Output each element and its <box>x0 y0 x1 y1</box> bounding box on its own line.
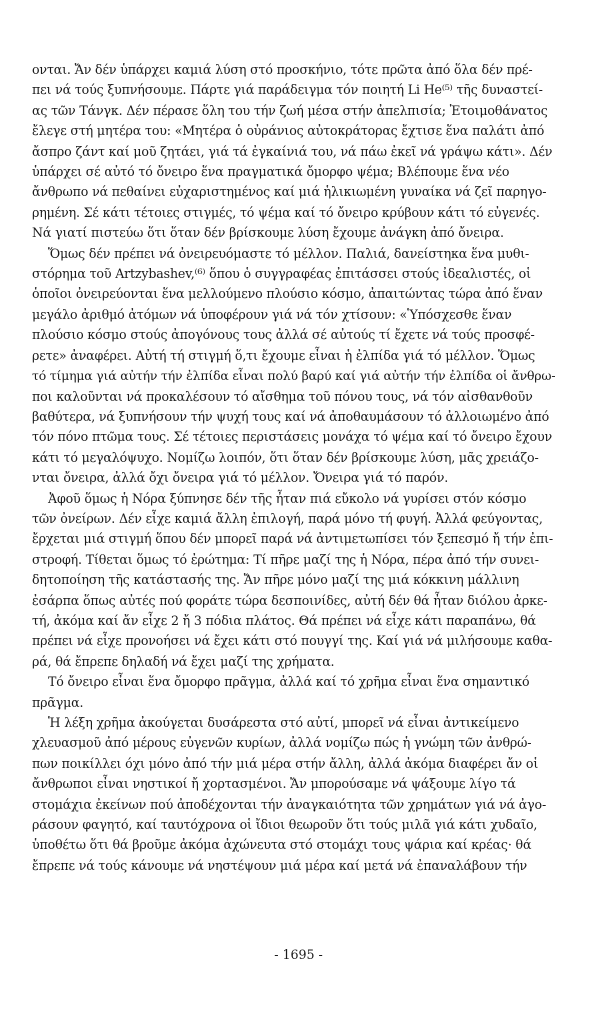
text-line: ὁποῖοι ὀνειρεύονται ἕνα μελλούμενο πλούσιο κόσμο, ἀπαιτώντας τώρα ἀπό ἕναν <box>32 286 543 302</box>
paragraph-start-line: Ἡ λέξη χρῆμα ἀκούγεται δυσάρεστα στό αὐτί, μπορεῖ νά εἶναι ἀντικείμενο <box>48 715 519 730</box>
text-line: στομάχια ἐκείνων πού ἀποδέχονται τήν ἀναγκαιότητα τῶν χρημάτων γιά νά ἀγο- <box>32 796 547 812</box>
text-line: ἔπρεπε νά τούς κάνουμε νά νηστέψουν μιά μέρα καί μετά νά ἐπαναλάβουν τήν <box>32 857 528 873</box>
text-line: ρά, θά ἔπρεπε δηλαδή νά ἔχει μαζί της χρήματα. <box>32 653 335 669</box>
paragraph-start-line: Ὅμως δέν πρέπει νά ὀνειρευόμαστε τό μέλλον. Παλιά, δανείστηκα ἕνα μυθι- <box>48 245 530 261</box>
text-line: νται ὄνειρα, ἀλλά ὄχι ὄνειρα γιά τό μέλλον. Ὄνειρα γιά τό παρόν. <box>32 470 449 486</box>
text-line: πει νά τούς ξυπνήσουμε. Πάρτε γιά παράδειγμα τόν ποιητή Li He⁽⁵⁾ τῆς δυναστεί- <box>32 82 543 98</box>
text-line: πλούσιο κόσμο στούς ἀπογόνους τους ἀλλά σέ αὐτούς τί ἔχετε νά τούς προσφέ- <box>32 327 535 343</box>
text-line: τῶν ὀνείρων. Δέν εἶχε καμιά ἄλλη ἐπιλογή, παρά μόνο τή φυγή. Ἀλλά φεύγοντας, <box>32 510 543 526</box>
text-line: ἐσάρπα ὅπως αὐτές πού φοράτε τώρα δεσποινίδες, αὐτή δέν θά ἦταν διόλου ἀρκε- <box>32 592 548 608</box>
text-line: μεγάλο ἀριθμό ἀτόμων νά ὑποφέρουν γιά νά τόν χτίσουν: «Ὑπόσχεσθε ἕναν <box>32 306 512 322</box>
text-line: τή, ἀκόμα καί ἄν εἶχε 2 ἤ 3 πόδια πλάτος. Θά πρέπει νά εἶχε κάτι παραπάνω, θά <box>32 612 536 628</box>
text-line: ας τῶν Τάνγκ. Δέν πέρασε ὅλη του τήν ζωή μέσα στήν ἀπελπισία; Ἐτοιμοθάνατος <box>32 102 548 118</box>
text-line: ὑποθέτω ὅτι θά βροῦμε ἀκόμα ἀχώνευτα στό στομάχι τους ψάρια καί κρέας· θά <box>32 837 532 853</box>
paragraph-start-line: Τό ὄνειρο εἶναι ἕνα ὄμορφο πρᾶγμα, ἀλλά καί τό χρῆμα εἶναι ἕνα σημαντικό <box>48 674 530 690</box>
text-line: πων ποικίλλει όχι μόνο ἀπό τήν μιά μέρα στήν ἄλλη, ἀλλά ἀκόμα διαφέρει ἄν οἱ <box>32 755 539 771</box>
text-line: ράσουν φαγητό, καί ταυτόχρονα οἱ ἴδιοι θεωροῦν ὅτι τούς μιλᾶ γιά κάτι χυδαῖο, <box>32 817 538 833</box>
text-line: Νά γιατί πιστεύω ὅτι ὅταν δέν βρίσκουμε λύση ἔχουμε ἀνάγκη ἀπό ὄνειρα. <box>32 225 504 241</box>
text-line: κάτι τό μεγαλόψυχο. Νομίζω λοιπόν, ὅτι ὅταν δέν βρίσκουμε λύση, μᾶς χρειάζο- <box>32 449 539 465</box>
text-line: πρέπει νά εἶχε προνοήσει νά ἔχει κάτι στό πουγγί της. Καί γιά νά μιλήσουμε καθα- <box>32 633 553 649</box>
text-line: ἄνθρωπο νά πεθαίνει εὐχαριστημένος καί μιά ἡλικιωμένη γυναίκα νά ζεῖ παρηγο- <box>32 184 547 200</box>
text-line: στόρημα τοῦ Artzybashev,⁽⁶⁾ ὅπου ὁ συγγραφέας ἐπιτάσσει στούς ἰδεαλιστές, οἱ <box>32 266 531 282</box>
text-line: ἔλεγε στή μητέρα του: «Μητέρα ὁ οὐράνιος αὐτοκράτορας ἔχτισε ἕνα παλάτι ἀπό <box>32 123 545 139</box>
text-line: ὑπάρχει σέ αὐτό τό ὄνειρο ἕνα πραγματικά ὄμορφο ψέμα; Βλέπουμε ἕνα νέο <box>32 164 510 180</box>
text-line: χλευασμοῦ ἀπό μέρους εὐγενῶν κυρίων, ἀλλά νομίζω πώς ἡ γνώμη τῶν ἀνθρώ- <box>32 735 532 751</box>
text-line: ονται. Ἄν δέν ὑπάρχει καμιά λύση στό προσκήνιο, τότε πρῶτα ἀπό ὅλα δέν πρέ- <box>32 62 533 77</box>
text-line: δητοποίηση τῆς κατάστασής της. Ἄν πῆρε μόνο μαζί της μιά κόκκινη μάλλινη <box>32 572 520 588</box>
paragraph-start-line: Ἀφοῦ ὅμως ἡ Νόρα ξύπνησε δέν τῆς ἦταν πιά εὔκολο νά γυρίσει στόν κόσμο <box>48 490 527 506</box>
text-line: ρημένη. Σέ κάτι τέτοιες στιγμές, τό ψέμα καί τό ὄνειρο κρύβουν κάτι τό εὐγενές. <box>32 204 540 220</box>
text-line: ἄνθρωποι εἶναι νηστικοί ἤ χορτασμένοι. Ἄν μπορούσαμε νά ψάξουμε λίγο τά <box>32 776 516 792</box>
text-line: τό τίμημα γιά αὐτήν τήν ἐλπίδα εἶναι πολύ βαρύ καί γιά αὐτήν τήν ἐλπίδα οἱ ἄνθρω- <box>32 368 556 384</box>
page-number: - 1695 - <box>274 947 323 962</box>
text-line: ἔρχεται μιά στιγμή ὅπου δέν μπορεῖ παρά νά ἀντιμετωπίσει τόν ξεπεσμό ἤ τήν ἐπι- <box>32 531 553 547</box>
text-line: τόν πόνο πτῶμα τους. Σέ τέτοιες περιστάσεις μονάχα τό ψέμα καί τό ὄνειρο ἔχουν <box>32 429 552 445</box>
text-line: στροφή. Τίθεται ὅμως τό ἐρώτημα: Τί πῆρε μαζί της ἡ Νόρα, πέρα ἀπό τήν συνει- <box>32 551 539 567</box>
text-line: βαθύτερα, νά ξυπνήσουν τήν ψυχή τους καί νά ἀποθαυμάσουν τό ἀλλοιωμένο ἀπό <box>32 408 550 424</box>
text-line: ἄσπρο ζάντ καί μοῦ ζητάει, γιά τά ἐγκαίνιά του, νά πάω ἐκεῖ νά γράψω κάτι». Δέν <box>32 143 553 159</box>
document-body <box>32 60 556 876</box>
text-line: ρετε» ἀναφέρει. Αὐτή τή στιγμή ὅ,τι ἔχουμε εἶναι ἡ ἐλπίδα γιά τό μέλλον. Ὅμως <box>32 347 536 363</box>
text-line: ποι καλοῦνται νά προκαλέσουν τό αἴσθημα τοῦ πόνου τους, νά τόν αἰσθανθοῦν <box>32 388 533 404</box>
text-line: πρᾶγμα. <box>32 694 84 710</box>
